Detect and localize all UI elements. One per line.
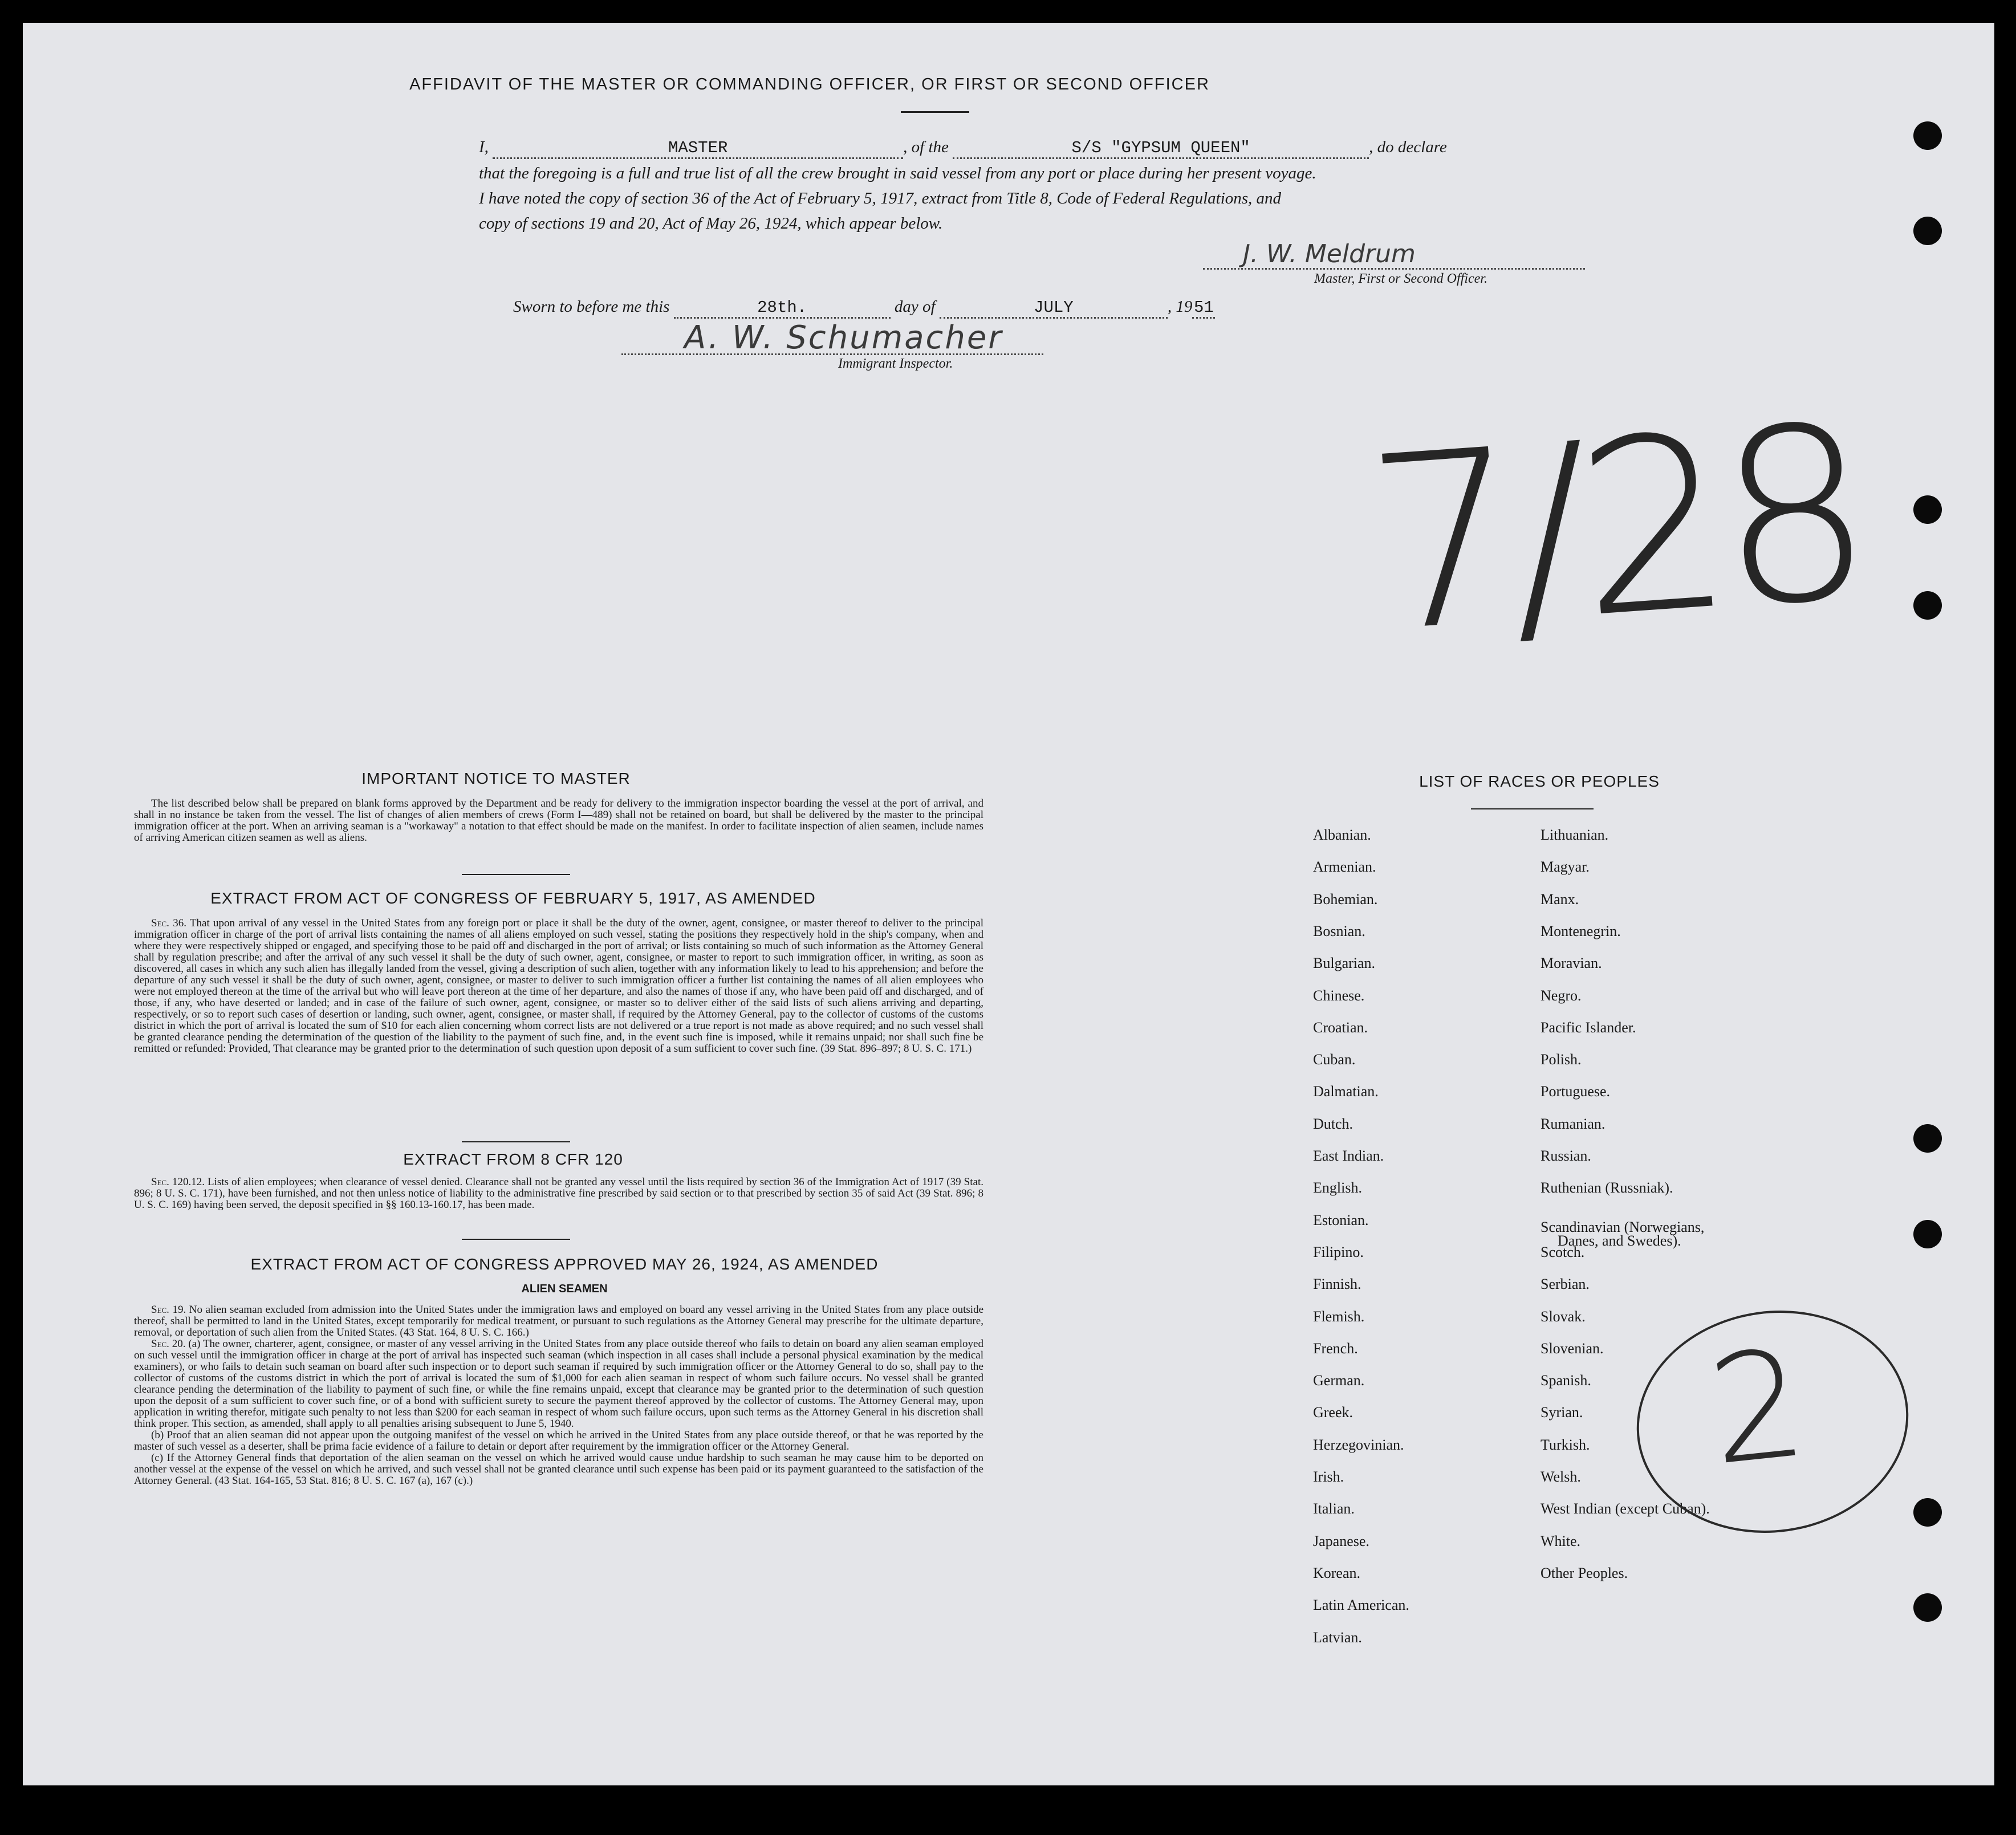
race-item-right: West Indian (except Cuban).	[1541, 1500, 1710, 1517]
rank-field: MASTER	[493, 139, 903, 159]
race-item-left: German.	[1313, 1372, 1365, 1389]
sec-20a-paragraph	[134, 1338, 983, 1430]
affidavit-line-4: copy of sections 19 and 20, Act of May 26, 1924, which appear below.	[479, 214, 943, 233]
sec-19-paragraph	[134, 1304, 983, 1338]
punch-hole-8	[1913, 1593, 1942, 1622]
sec-20c-paragraph: (c) If the Attorney General finds that deportation of the alien seaman on the vessel on which he arrived would cause undue hardship to such seaman he may cause him to be deported on another vessel at the expense of the vessel on which he arrived, and such vessel shall not be granted clearance until such expense has been paid or its payment guaranteed to the satisfaction of the Attorney General. (43 Stat. 164-165, 53 Stat. 816; 8 U. S. C. 167 (a), 167 (c).)	[134, 1452, 983, 1487]
sworn-line	[513, 298, 1215, 319]
affidavit-line-1	[479, 138, 1585, 159]
sec-20-label: Sec. 20.	[151, 1338, 186, 1350]
race-item-right: Turkish.	[1541, 1436, 1590, 1453]
inspector-caption: Immigrant Inspector.	[838, 356, 953, 371]
master-signature-caption: Master, First or Second Officer.	[1314, 271, 1487, 286]
race-item-right: Scandinavian (Norwegians,	[1541, 1218, 1705, 1235]
prefix-i: I,	[479, 138, 489, 156]
race-item-left: Herzegovinian.	[1313, 1436, 1404, 1453]
sec-36-text: That upon arrival of any vessel in the United States from any foreign port or place it shall be the duty of the owner, agent, consignee, or master thereof to deliver to the principal immigration officer in charge of the port of arrival lists containing the names of all aliens employed on such vessel, stating the positions they respectively hold in the ship's company, when and where they were respectively shipped or engaged, and specifying those to be paid off and discharged in the port of arrival; or lists containing so much of such information as the Attorney General shall by regulation prescribe; and after the arrival of any such vessel it shall be the duty of such owner, agent, consignee, or master to report to such immigration officer, in writing, as soon as discovered, all cases in which any such alien has illegally landed from the vessel, giving a description of such alien, together with any information likely to lead to his apprehension; and before the departure of any such vessel it shall be the duty of such owner, agent, consignee, or master to deliver to such immigration officer a further list containing the names of all alien employees who were not employed thereon at the time of the arrival but who will leave port thereon at the time of her departure, and also the names of those if any, who have been paid off and discharged, and of those, if any, who have deserted or landed; and in case of the failure of such owner, agent, consignee, or master so to deliver either of the said lists of such aliens arriving and departing, respectively, or so to report such cases of desertion or landing, such owner, agent, consignee, or master shall, if required by the Attorney General, pay to the collector of customs of the customs district in which the port of arrival is located the sum of $10 for each alien concerning whom correct lists are not delivered or a true report is not made as above required; and no such vessel shall be granted clearance pending the determination of the question of the liability to the payment of such fine, and, in the event such fine is imposed, while it remains unpaid; nor shall such fine be remitted or refunded: Provided, That clearance may be granted prior to the determination of such question upon deposit of a sum sufficient to cover such fine. (39 Stat. 896–897; 8 U. S. C. 171.)	[134, 917, 983, 1055]
sec-20a-text: (a) The owner, charterer, agent, consignee, or master of any vessel arriving in the United States from any place outside thereof who fails to detain on board any alien seaman employed on such vessel until the immigration officer in charge at the port of arrival has inspected such seaman (which inspection in all cases shall include a personal physical examination by the medical examiners), or who fails to detain such seaman on board after such inspection or to deport such seaman if required by such immigration officer or the Attorney General to do so, shall pay to the collector of customs of the customs district in which the port of arrival is located the sum of $1,000 for each alien seaman in respect of whom such failure occurs. No vessel shall be granted clearance pending the determination of the liability to payment of such fine, or while the fine remains unpaid, except that clearance may be granted prior to the determination of such question upon the deposit of a sum sufficient to cover such fine, or of a bond with sufficient surety to secure the payment thereof approved by the collector of customs. The Attorney General may, upon application in writing therefor, mitigate such penalty to not less than $200 for each seaman in respect of whom such failure occurs, upon such terms as the Attorney General in his discretion shall think proper. This section, as amended, shall apply to all penalties arising subsequent to June 5, 1940.	[134, 1338, 983, 1430]
inspector-signature: A. W. Schumacher	[684, 319, 1003, 356]
race-item-left: Dalmatian.	[1313, 1083, 1379, 1100]
extract-cfr-paragraph	[134, 1177, 983, 1211]
notice-title: IMPORTANT NOTICE TO MASTER	[361, 770, 631, 787]
year-prefix: , 19	[1167, 298, 1193, 316]
race-item-left: English.	[1313, 1179, 1362, 1197]
race-item-left: Filipino.	[1313, 1243, 1364, 1260]
race-item-left: Albanian.	[1313, 827, 1371, 843]
race-item-right: Slovak.	[1541, 1308, 1586, 1325]
race-item-right: Portuguese.	[1541, 1083, 1611, 1100]
race-item-left: Bohemian.	[1313, 890, 1378, 908]
sworn-label: Sworn to before me this	[513, 298, 670, 316]
vessel-field: S/S "GYPSUM QUEEN"	[953, 139, 1369, 159]
race-item-right: Scotch.	[1541, 1243, 1585, 1260]
month-field: JULY	[940, 298, 1168, 319]
extract-1924-title: EXTRACT FROM ACT OF CONGRESS APPROVED MAY 26, 1924, AS AMENDED	[250, 1255, 879, 1273]
extract-1917-paragraph	[134, 918, 983, 1055]
year-field: 51	[1192, 298, 1215, 319]
punch-hole-2	[1913, 217, 1942, 245]
extract-1917-rule	[462, 1141, 570, 1142]
of-the-label: , of the	[903, 138, 949, 156]
race-item-right: Polish.	[1541, 1051, 1582, 1068]
race-item-right: Negro.	[1541, 987, 1582, 1004]
race-item-right: Pacific Islander.	[1541, 1019, 1636, 1036]
punch-hole-1	[1913, 121, 1942, 150]
race-item-right: Danes, and Swedes).	[1558, 1232, 1681, 1249]
race-item-right: Manx.	[1541, 890, 1579, 908]
notice-text: The list described below shall be prepared on blank forms approved by the Department and be ready for delivery to the immigration inspector boarding the vessel at the port of arrival, and shall in no instance be taken from the vessel. The list of changes of alien members of crews (Form I—489) shall not be retained on board, but shall be delivered by the master to the principal immigration officer at the port. When an arriving seaman is a "workaway" a notation to that effect should be made on the manifest. In order to facilitate inspection of alien seamen, include names of arriving American citizen seamen as well as aliens.	[134, 798, 983, 844]
race-item-left: Dutch.	[1313, 1115, 1354, 1132]
race-item-left: Greek.	[1313, 1404, 1354, 1421]
extract-1917-title: EXTRACT FROM ACT OF CONGRESS OF FEBRUARY 5, 1917, AS AMENDED	[210, 889, 816, 907]
circled-number: 2	[1701, 1317, 1814, 1499]
race-item-right: Slovenian.	[1541, 1340, 1604, 1357]
race-item-right: Lithuanian.	[1541, 827, 1609, 843]
sec-19-text: No alien seaman excluded from admission into the United States under the immigration laws and employed on board any vessel arriving in the United States from any place outside thereof, shall be permitted to land in the United States, except temporarily for medical treatment, or pursuant to such regulations as the Attorney General may prescribe for the ultimate departure, removal, or deportation of such alien from the United States. (43 Stat. 164, 8 U. S. C. 166.)	[134, 1304, 983, 1338]
race-item-right: Welsh.	[1541, 1468, 1581, 1485]
affidavit-title: AFFIDAVIT OF THE MASTER OR COMMANDING OFFICER, OR FIRST OR SECOND OFFICER	[409, 75, 1210, 93]
race-item-right: Montenegrin.	[1541, 922, 1621, 939]
race-item-right: Moravian.	[1541, 955, 1602, 972]
sec-120-label: Sec. 120.12.	[151, 1176, 205, 1188]
race-item-left: French.	[1313, 1340, 1358, 1357]
notice-rule	[462, 874, 570, 875]
day-of-label: day of	[894, 298, 936, 316]
race-item-left: Japanese.	[1313, 1532, 1369, 1549]
race-item-right: Russian.	[1541, 1148, 1591, 1164]
races-title: LIST OF RACES OR PEOPLES	[1419, 772, 1660, 790]
extract-1917-block	[134, 918, 983, 1055]
punch-hole-4	[1913, 591, 1942, 620]
punch-hole-7	[1913, 1498, 1942, 1527]
race-item-left: Bosnian.	[1313, 922, 1365, 939]
race-item-left: Armenian.	[1313, 858, 1376, 876]
race-item-left: Irish.	[1313, 1468, 1344, 1485]
race-item-left: Finnish.	[1313, 1276, 1361, 1293]
race-item-left: Chinese.	[1313, 987, 1365, 1004]
affidavit-line-3: I have noted the copy of section 36 of the Act of February 5, 1917, extract from Title 8, Code of Federal Regulations, and	[479, 189, 1282, 207]
title-rule	[901, 111, 969, 113]
race-item-right: Magyar.	[1541, 858, 1590, 876]
race-item-left: Korean.	[1313, 1564, 1361, 1581]
race-item-left: Croatian.	[1313, 1019, 1368, 1036]
punch-hole-6	[1913, 1220, 1942, 1248]
race-item-left: East Indian.	[1313, 1148, 1384, 1164]
master-signature: J. W. Meldrum	[1243, 239, 1416, 268]
document-page	[23, 23, 1994, 1785]
sec-19-label: Sec. 19.	[151, 1304, 186, 1316]
race-item-left: Bulgarian.	[1313, 955, 1376, 972]
race-item-right: Spanish.	[1541, 1372, 1591, 1389]
declare-label: , do declare	[1369, 138, 1447, 156]
notice-body	[134, 798, 983, 844]
extract-1924-block	[134, 1304, 983, 1487]
races-rule	[1471, 808, 1594, 809]
extract-cfr-block	[134, 1177, 983, 1211]
sec-120-text: Lists of alien employees; when clearance of vessel denied. Clearance shall not be granted any vessel until the lists required by section 36 of the Immigration Act of 1917 (39 Stat. 896; 8 U. S. C. 171), have been furnished, and not then unless notice of liability to the administrative fine prescribed by said section or to that prescribed by section 35 of said Act (39 Stat. 896; 8 U. S. C. 169) having been served, the deposit specified in §§ 160.13-160.17, has been made.	[134, 1176, 983, 1211]
race-item-right: Other Peoples.	[1541, 1564, 1628, 1581]
race-item-left: Flemish.	[1313, 1308, 1365, 1325]
notice-block	[134, 798, 983, 844]
race-item-right: Rumanian.	[1541, 1115, 1606, 1132]
race-item-right: White.	[1541, 1532, 1581, 1549]
race-item-left: Italian.	[1313, 1500, 1355, 1517]
handwritten-date-mark: 7/28	[1359, 373, 1870, 686]
punch-hole-5	[1913, 1124, 1942, 1153]
day-field: 28th.	[674, 298, 891, 319]
extract-cfr-title: EXTRACT FROM 8 CFR 120	[403, 1150, 623, 1168]
extract-1924-subtitle: ALIEN SEAMEN	[521, 1283, 608, 1295]
race-item-left: Latvian.	[1313, 1629, 1362, 1646]
race-item-left: Estonian.	[1313, 1211, 1369, 1228]
race-item-left: Latin American.	[1313, 1597, 1409, 1614]
race-item-right: Serbian.	[1541, 1276, 1590, 1293]
punch-hole-3	[1913, 495, 1942, 524]
race-item-left: Cuban.	[1313, 1051, 1356, 1068]
sec-20b-paragraph: (b) Proof that an alien seaman did not appear upon the outgoing manifest of the vessel on which he arrived in the United States from any place outside thereof, or that he was reported by the master of such vessel as a deserter, shall be prima facie evidence of a failure to detain or deport after requirement by the immigration officer or the Attorney General.	[134, 1429, 983, 1452]
extract-cfr-rule	[462, 1239, 570, 1240]
race-item-right: Syrian.	[1541, 1404, 1583, 1421]
sec-36-label: Sec. 36.	[151, 917, 186, 929]
affidavit-line-2: that the foregoing is a full and true list of all the crew brought in said vessel from any port or place during her present voyage.	[479, 164, 1316, 182]
race-item-right: Ruthenian (Russniak).	[1541, 1179, 1673, 1197]
